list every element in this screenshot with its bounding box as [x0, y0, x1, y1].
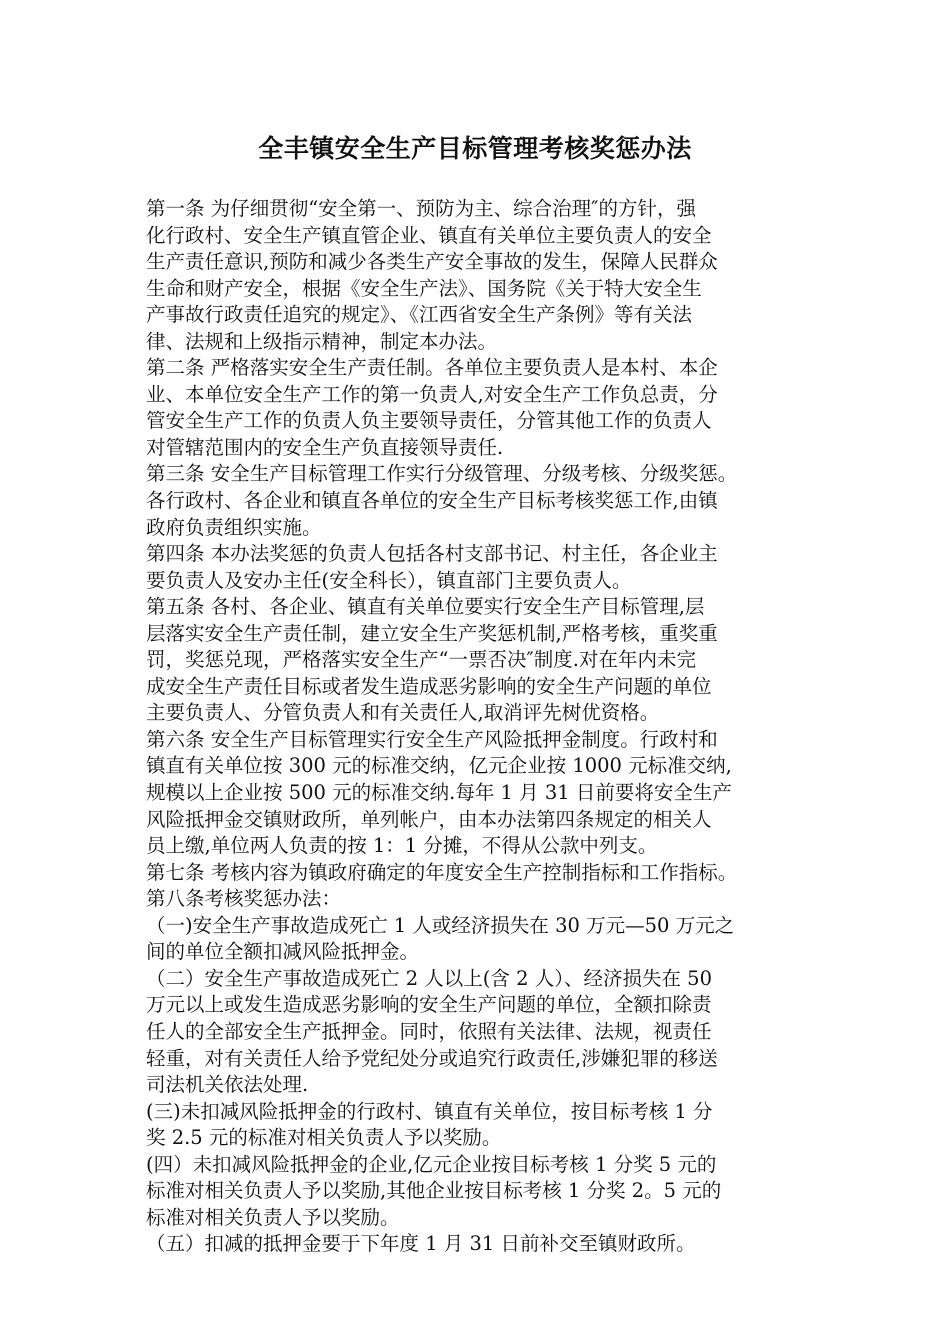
- body-line: 成安全生产责任目标或者发生造成恶劣影响的安全生产问题的单位: [146, 674, 712, 698]
- body-line: 对管辖范围内的安全生产负直接领导责任.: [146, 435, 504, 459]
- body-line: 轻重，对有关责任人给予党纪处分或追究行政责任,涉嫌犯罪的移送: [146, 1046, 718, 1070]
- document-body: [146, 196, 826, 1258]
- body-line: 风险抵押金交镇财政所，单列帐户，由本办法第四条规定的相关人: [146, 807, 712, 831]
- body-line: 生命和财产安全，根据《安全生产法》、国务院《关于特大安全生: [146, 276, 702, 300]
- body-line: 第六条 安全生产目标管理实行安全生产风险抵押金制度。行政村和: [146, 727, 718, 751]
- body-line: 规模以上企业按 500 元的标准交纳.每年 1 月 31 日前要将安全生产: [146, 781, 732, 805]
- body-line: 管安全生产工作的负责人负主要领导责任，分管其他工作的负责人: [146, 409, 712, 433]
- body-line: 第一条 为仔细贯彻“安全第一、预防为主、综合治理″的方针，强: [146, 197, 696, 220]
- body-line: 层落实安全生产责任制，建立安全生产奖惩机制,严格考核，重奖重: [146, 621, 718, 645]
- body-line: 间的单位全额扣减风险抵押金。: [146, 940, 420, 964]
- body-line: (三)未扣减风险抵押金的行政村、镇直有关单位，按目标考核 1 分: [146, 1099, 713, 1123]
- body-line: 各行政村、各企业和镇直各单位的安全生产目标考核奖惩工作,由镇: [146, 489, 718, 513]
- body-line: 化行政村、安全生产镇直管企业、镇直有关单位主要负责人的安全: [146, 223, 712, 247]
- body-line: 生产责任意识,预防和减少各类生产安全事故的发生，保障人民群众: [146, 250, 718, 274]
- body-line: 镇直有关单位按 300 元的标准交纳，亿元企业按 1000 元标准交纳,: [146, 754, 732, 778]
- document-title: 全丰镇安全生产目标管理考核奖惩办法: [258, 134, 692, 163]
- body-line: 标准对相关负责人予以奖励,其他企业按目标考核 1 分奖 2。5 元的: [146, 1179, 722, 1203]
- body-line: （五）扣减的抵押金要于下年度 1 月 31 日前补交至镇财政所。: [146, 1232, 696, 1256]
- body-line: 第五条 各村、各企业、镇直有关单位要实行安全生产目标管理,层: [146, 595, 705, 619]
- body-line: 政府负责组织实施。: [146, 515, 322, 539]
- body-line: 第八条考核奖惩办法：: [146, 887, 342, 911]
- body-line: 要负责人及安办主任(安全科长），镇直部门主要负责人。: [146, 568, 632, 592]
- body-line: 标准对相关负责人予以奖励。: [146, 1205, 400, 1229]
- body-line: 第七条 考核内容为镇政府确定的年度安全生产控制指标和工作指标。: [146, 860, 738, 884]
- body-line: 主要负责人、分管负责人和有关责任人,取消评先树优资格。: [146, 701, 660, 725]
- body-line: 罚，奖惩兑现，严格落实安全生产“一票否决″制度.对在年内未完: [146, 648, 696, 672]
- body-line: （二）安全生产事故造成死亡 2 人以上(含 2 人）、经济损失在 50: [146, 966, 712, 990]
- body-line: 律、法规和上级指示精神，制定本办法。: [146, 329, 498, 353]
- body-line: 任人的全部安全生产抵押金。同时，依照有关法律、法规，视责任: [146, 1019, 712, 1043]
- body-line: 第三条 安全生产目标管理工作实行分级管理、分级考核、分级奖惩。: [146, 462, 738, 486]
- body-line: 万元以上或发生造成恶劣影响的安全生产问题的单位，全额扣除责: [146, 993, 712, 1017]
- body-line: (四）未扣减风险抵押金的企业,亿元企业按目标考核 1 分奖 5 元的: [146, 1152, 717, 1176]
- body-line: 司法机关依法处理.: [146, 1073, 309, 1097]
- body-line: 第二条 严格落实安全生产责任制。各单位主要负责人是本村、本企: [146, 356, 718, 380]
- body-line: 第四条 本办法奖惩的负责人包括各村支部书记、村主任，各企业主: [146, 542, 718, 566]
- body-line: 奖 2.5 元的标准对相关负责人予以奖励。: [146, 1126, 502, 1150]
- body-line: 员上缴,单位两人负责的按 1：1 分摊，不得从公款中列支。: [146, 834, 658, 858]
- body-line: （一)安全生产事故造成死亡 1 人或经济损失在 30 万元—50 万元之: [146, 913, 735, 937]
- body-line: 产事故行政责任追究的规定》、《江西省安全生产条例》等有关法: [146, 303, 693, 327]
- body-line: 业、本单位安全生产工作的第一负责人,对安全生产工作负总责，分: [146, 382, 718, 406]
